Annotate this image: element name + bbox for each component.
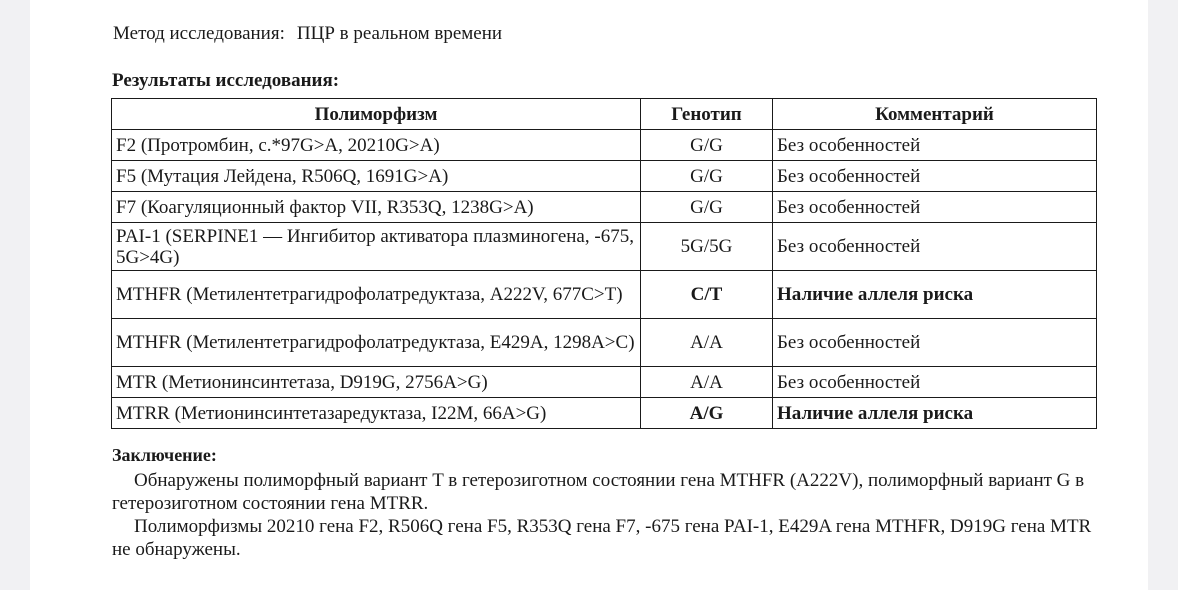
polymorphism-cell: MTHFR (Метилентетрагидрофолатредуктаза, E429A, 1298A>C) xyxy=(112,319,641,367)
genotype-cell-risk: A/G xyxy=(641,398,773,429)
table-row xyxy=(112,192,1097,223)
polymorphism-cell: MTR (Метионинсинтетаза, D919G, 2756A>G) xyxy=(112,367,641,398)
table-row xyxy=(112,161,1097,192)
method-label: Метод исследования: xyxy=(113,23,285,44)
results-table xyxy=(111,98,1097,429)
conclusion-text xyxy=(112,469,1102,561)
genotype-cell: 5G/5G xyxy=(641,223,773,271)
header-comment: Комментарий xyxy=(773,99,1097,130)
table-header-row xyxy=(112,99,1097,130)
genotype-cell-risk: C/T xyxy=(641,271,773,319)
table-row xyxy=(112,271,1097,319)
header-genotype: Генотип xyxy=(641,99,773,130)
method-value: ПЦР в реальном времени xyxy=(296,23,503,44)
polymorphism-cell: F7 (Коагуляционный фактор VII, R353Q, 1238G>A) xyxy=(112,192,641,223)
table-row xyxy=(112,367,1097,398)
table-row xyxy=(112,130,1097,161)
comment-cell-risk: Наличие аллеля риска xyxy=(773,271,1097,319)
genotype-cell: A/A xyxy=(641,367,773,398)
table-row xyxy=(112,319,1097,367)
genotype-cell: G/G xyxy=(641,192,773,223)
polymorphism-cell: PAI-1 (SERPINE1 — Ингибитор активатора плазминогена, -675, 5G>4G) xyxy=(112,223,641,271)
comment-cell-risk: Наличие аллеля риска xyxy=(773,398,1097,429)
polymorphism-cell: MTRR (Метионинсинтетазаредуктаза, I22M, 66A>G) xyxy=(112,398,641,429)
comment-cell: Без особенностей xyxy=(773,319,1097,367)
comment-cell: Без особенностей xyxy=(773,161,1097,192)
table-row xyxy=(112,223,1097,271)
report-page xyxy=(30,0,1148,590)
method-line xyxy=(113,23,502,45)
comment-cell: Без особенностей xyxy=(773,223,1097,271)
header-polymorphism: Полиморфизм xyxy=(112,99,641,130)
polymorphism-cell: F2 (Протромбин, c.*97G>A, 20210G>A) xyxy=(112,130,641,161)
comment-cell: Без особенностей xyxy=(773,130,1097,161)
conclusion-title: Заключение: xyxy=(112,445,217,465)
polymorphism-cell: MTHFR (Метилентетрагидрофолатредуктаза, A222V, 677C>T) xyxy=(112,271,641,319)
conclusion-paragraph-1: Обнаружены полиморфный вариант T в гетерозиготном состоянии гена MTHFR (A222V), полиморфный вариант G в гетерозиготном состоянии гена MTRR. xyxy=(112,470,1085,514)
comment-cell: Без особенностей xyxy=(773,192,1097,223)
comment-cell: Без особенностей xyxy=(773,367,1097,398)
results-title: Результаты исследования: xyxy=(112,70,340,91)
genotype-cell: G/G xyxy=(641,161,773,192)
genotype-cell: A/A xyxy=(641,319,773,367)
genotype-cell: G/G xyxy=(641,130,773,161)
conclusion-paragraph-2: Полиморфизмы 20210 гена F2, R506Q гена F5, R353Q гена F7, -675 гена PAI-1, E429A гена MTHFR, D919G гена MTR не обнаружены. xyxy=(112,516,1092,560)
table-row xyxy=(112,398,1097,429)
polymorphism-cell: F5 (Мутация Лейдена, R506Q, 1691G>A) xyxy=(112,161,641,192)
